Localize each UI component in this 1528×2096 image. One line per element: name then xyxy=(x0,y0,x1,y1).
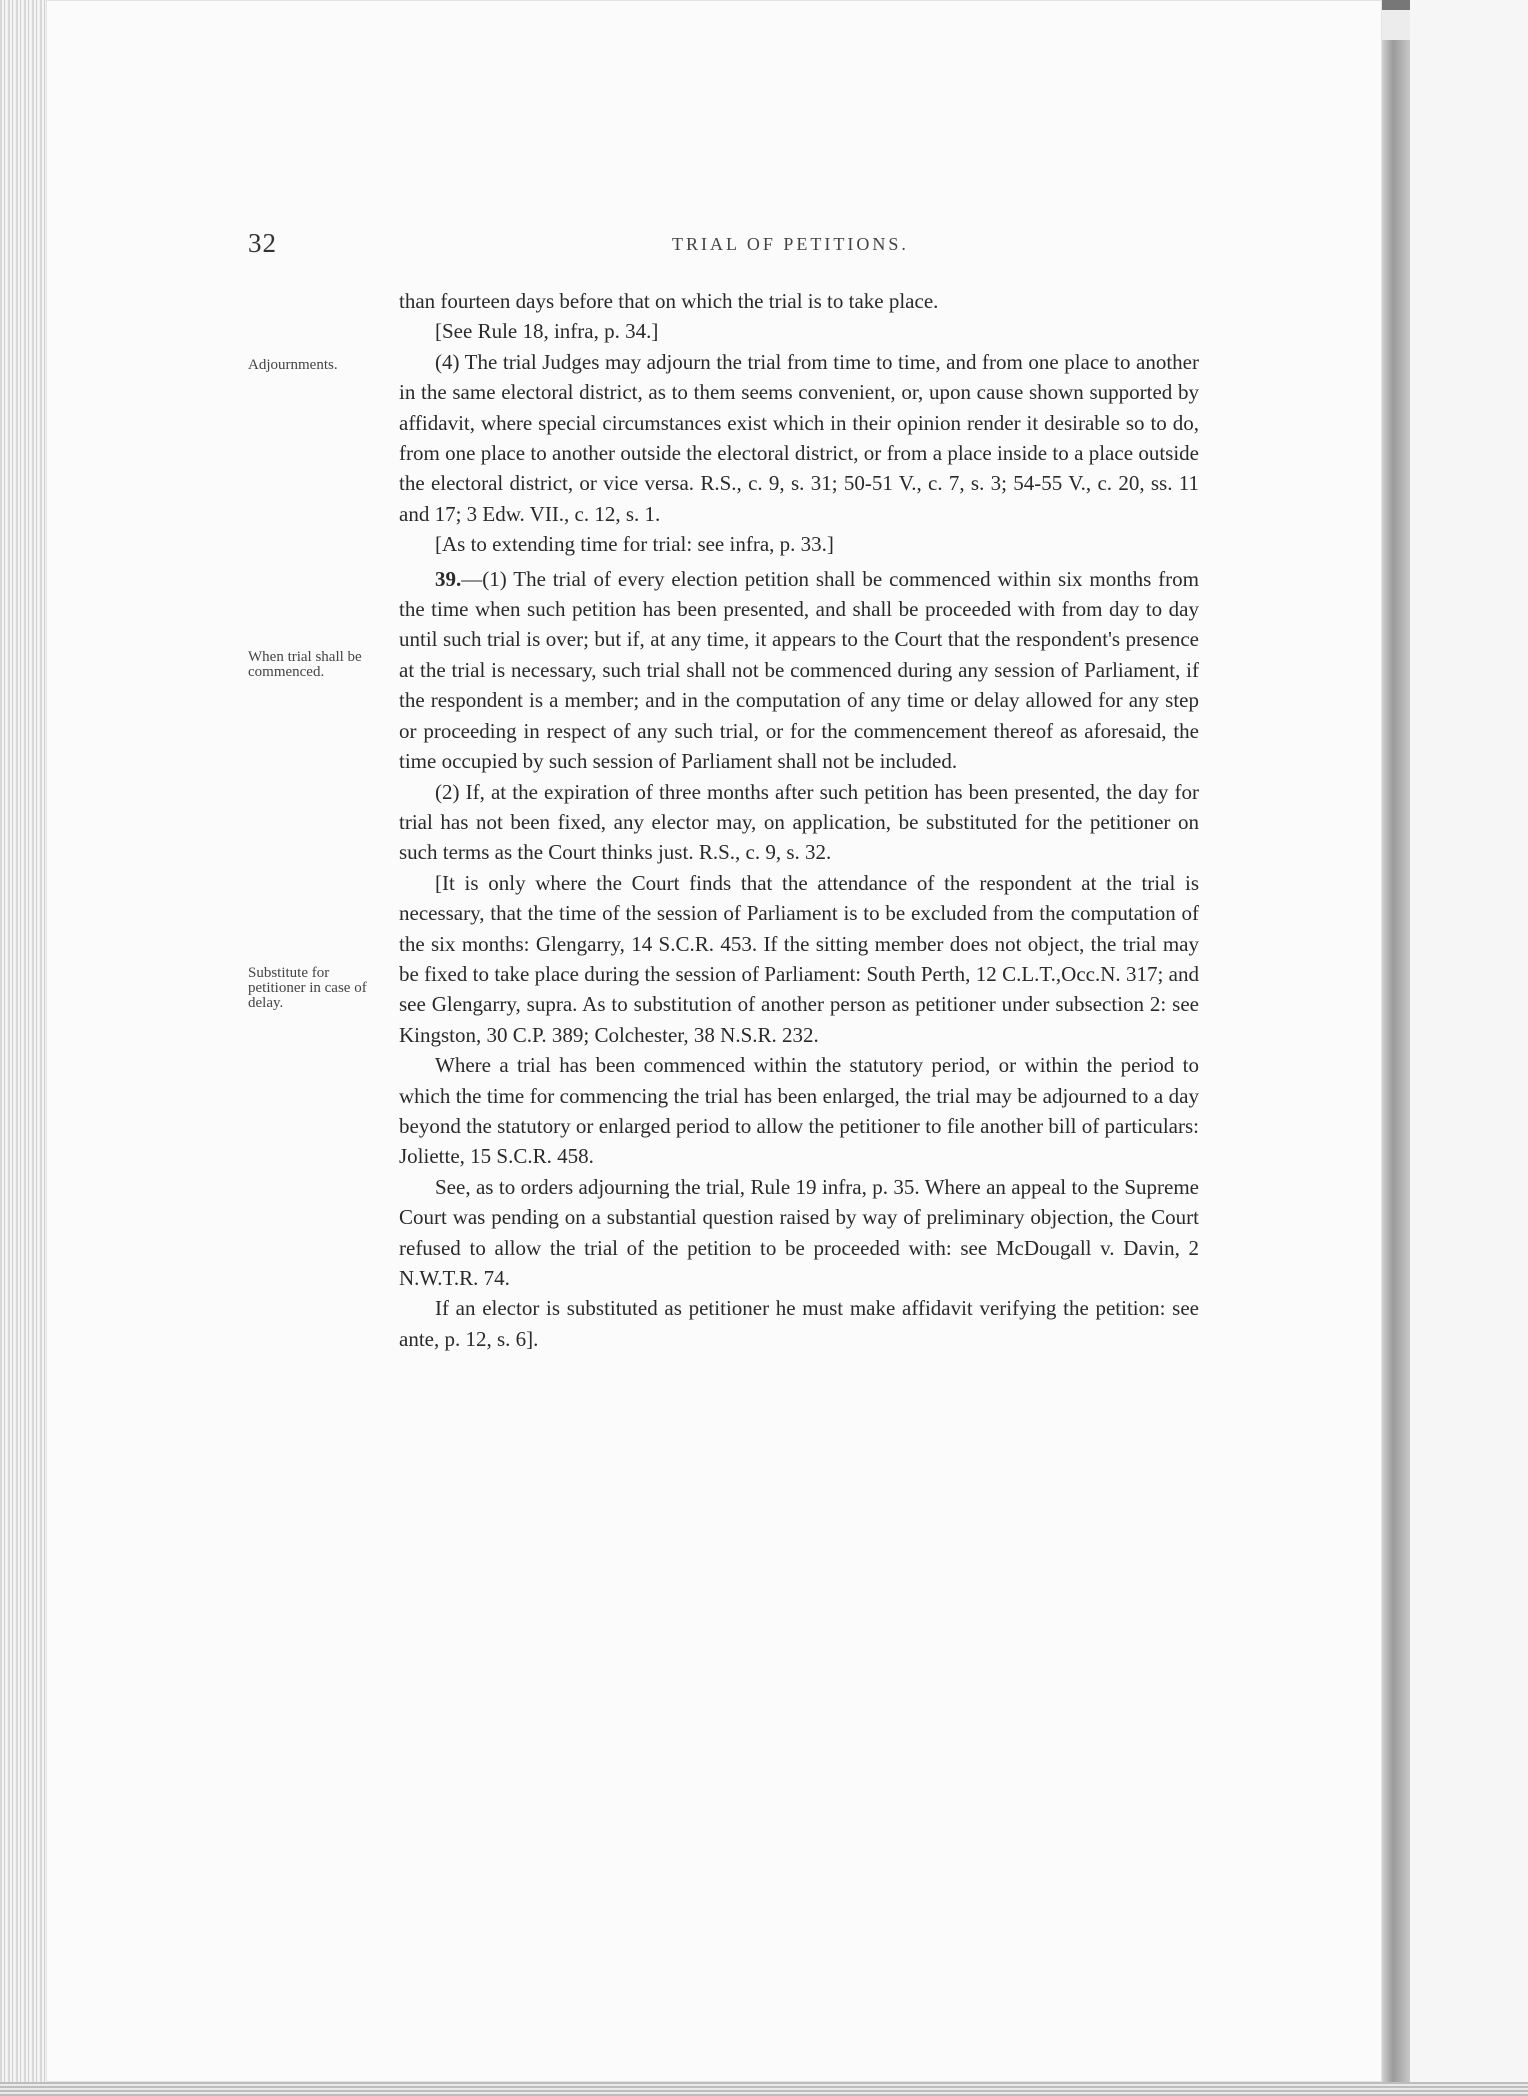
paragraph: (2) If, at the expiration of three months after such petition has been presented, the day for trial has not been fixed, any elector may, on application, be substituted for the petitioner on such terms as the Court thinks just. R.S., c. 9, s. 32. xyxy=(399,779,1199,865)
paragraph: If an elector is substituted as petitioner he must make affidavit verifying the petition: see ante, p. 12, s. 6]. xyxy=(399,1296,1199,1351)
paragraph: than fourteen days before that on which the trial is to take place. xyxy=(399,289,939,313)
running-head: TRIAL OF PETITIONS. xyxy=(672,234,909,254)
margin-note-adjournments: Adjournments. xyxy=(248,357,338,373)
paragraph: [See Rule 18, infra, p. 34.] xyxy=(435,319,659,344)
book-bottom-edge xyxy=(0,2082,1528,2096)
paragraph: (4) The trial Judges may adjourn the trial from time to time, and from one place to another in the same electoral district, as to them seems convenient, or, upon cause shown supported by affidavit, where special circumstances exist which in their opinion render it desirable so to do, from one place to another outside the electoral district, or from a place inside to a place outside the electoral district, or vice versa. R.S., c. 9, s. 31; 50-51 V., c. 7, s. 3; 54-55 V., c. 20, ss. 11 and 17; 3 Edw. VII., c. 12, s. 1. xyxy=(399,349,1199,526)
section-39-paragraph xyxy=(399,564,1199,777)
paragraph: Where a trial has been commenced within the statutory period, or within the period to which the time for commencing the trial has been enlarged, the trial may be adjourned to a day beyond the statutory or enlarged period to allow the petitioner to file another bill of particulars: Joliette, 15 S.C.R. 458. xyxy=(399,1053,1199,1169)
paragraph: [As to extending time for trial: see infra, p. 33.] xyxy=(435,532,834,557)
book-left-edge xyxy=(0,0,46,2096)
margin-note-substitute: Substitute for petitioner in case of delay. xyxy=(248,965,367,1011)
margin-note-when-trial: When trial shall be commenced. xyxy=(248,649,362,680)
section-number: 39. xyxy=(435,566,462,591)
book-right-edge xyxy=(1382,40,1410,2090)
paragraph: [It is only where the Court finds that the attendance of the respondent at the trial is necessary, that the time of the session of Parliament is to be excluded from the computation of the six months: Glengarry, 14 S.C.R. 453. If the sitting member does not object, the trial may be fixed to take place during the session of Parliament: South Perth, 12 C.L.T.,Occ.N. 317; and see Glengarry, supra. As to substitution of another person as petitioner under subsection 2: see Kingston, 30 C.P. 389; Colchester, 38 N.S.R. 232. xyxy=(399,870,1199,1047)
section-text: —(1) The trial of every election petition shall be commenced within six months from the time when such petition has been presented, and shall be proceeded with from day to day until such trial is over; but if, at any time, it appears to the Court that the respondent's presence at the trial is necessary, such trial shall not be commenced during any session of Parliament, if the respondent is a member; and in the computation of any time or delay allowed for any step or proceeding in respect of any such trial, or for the commencement thereof as aforesaid, the time occupied by such session of Parliament shall not be included. xyxy=(399,566,1199,774)
page-body xyxy=(399,286,1199,1354)
scan-right-margin xyxy=(1410,0,1528,2096)
page-number: 32 xyxy=(248,228,277,258)
paragraph: See, as to orders adjourning the trial, Rule 19 infra, p. 35. Where an appeal to the Supreme Court was pending on a substantial question raised by way of preliminary objection, the Court refused to allow the trial of the petition to be proceeded with: see McDougall v. Davin, 2 N.W.T.R. 74. xyxy=(399,1174,1199,1290)
